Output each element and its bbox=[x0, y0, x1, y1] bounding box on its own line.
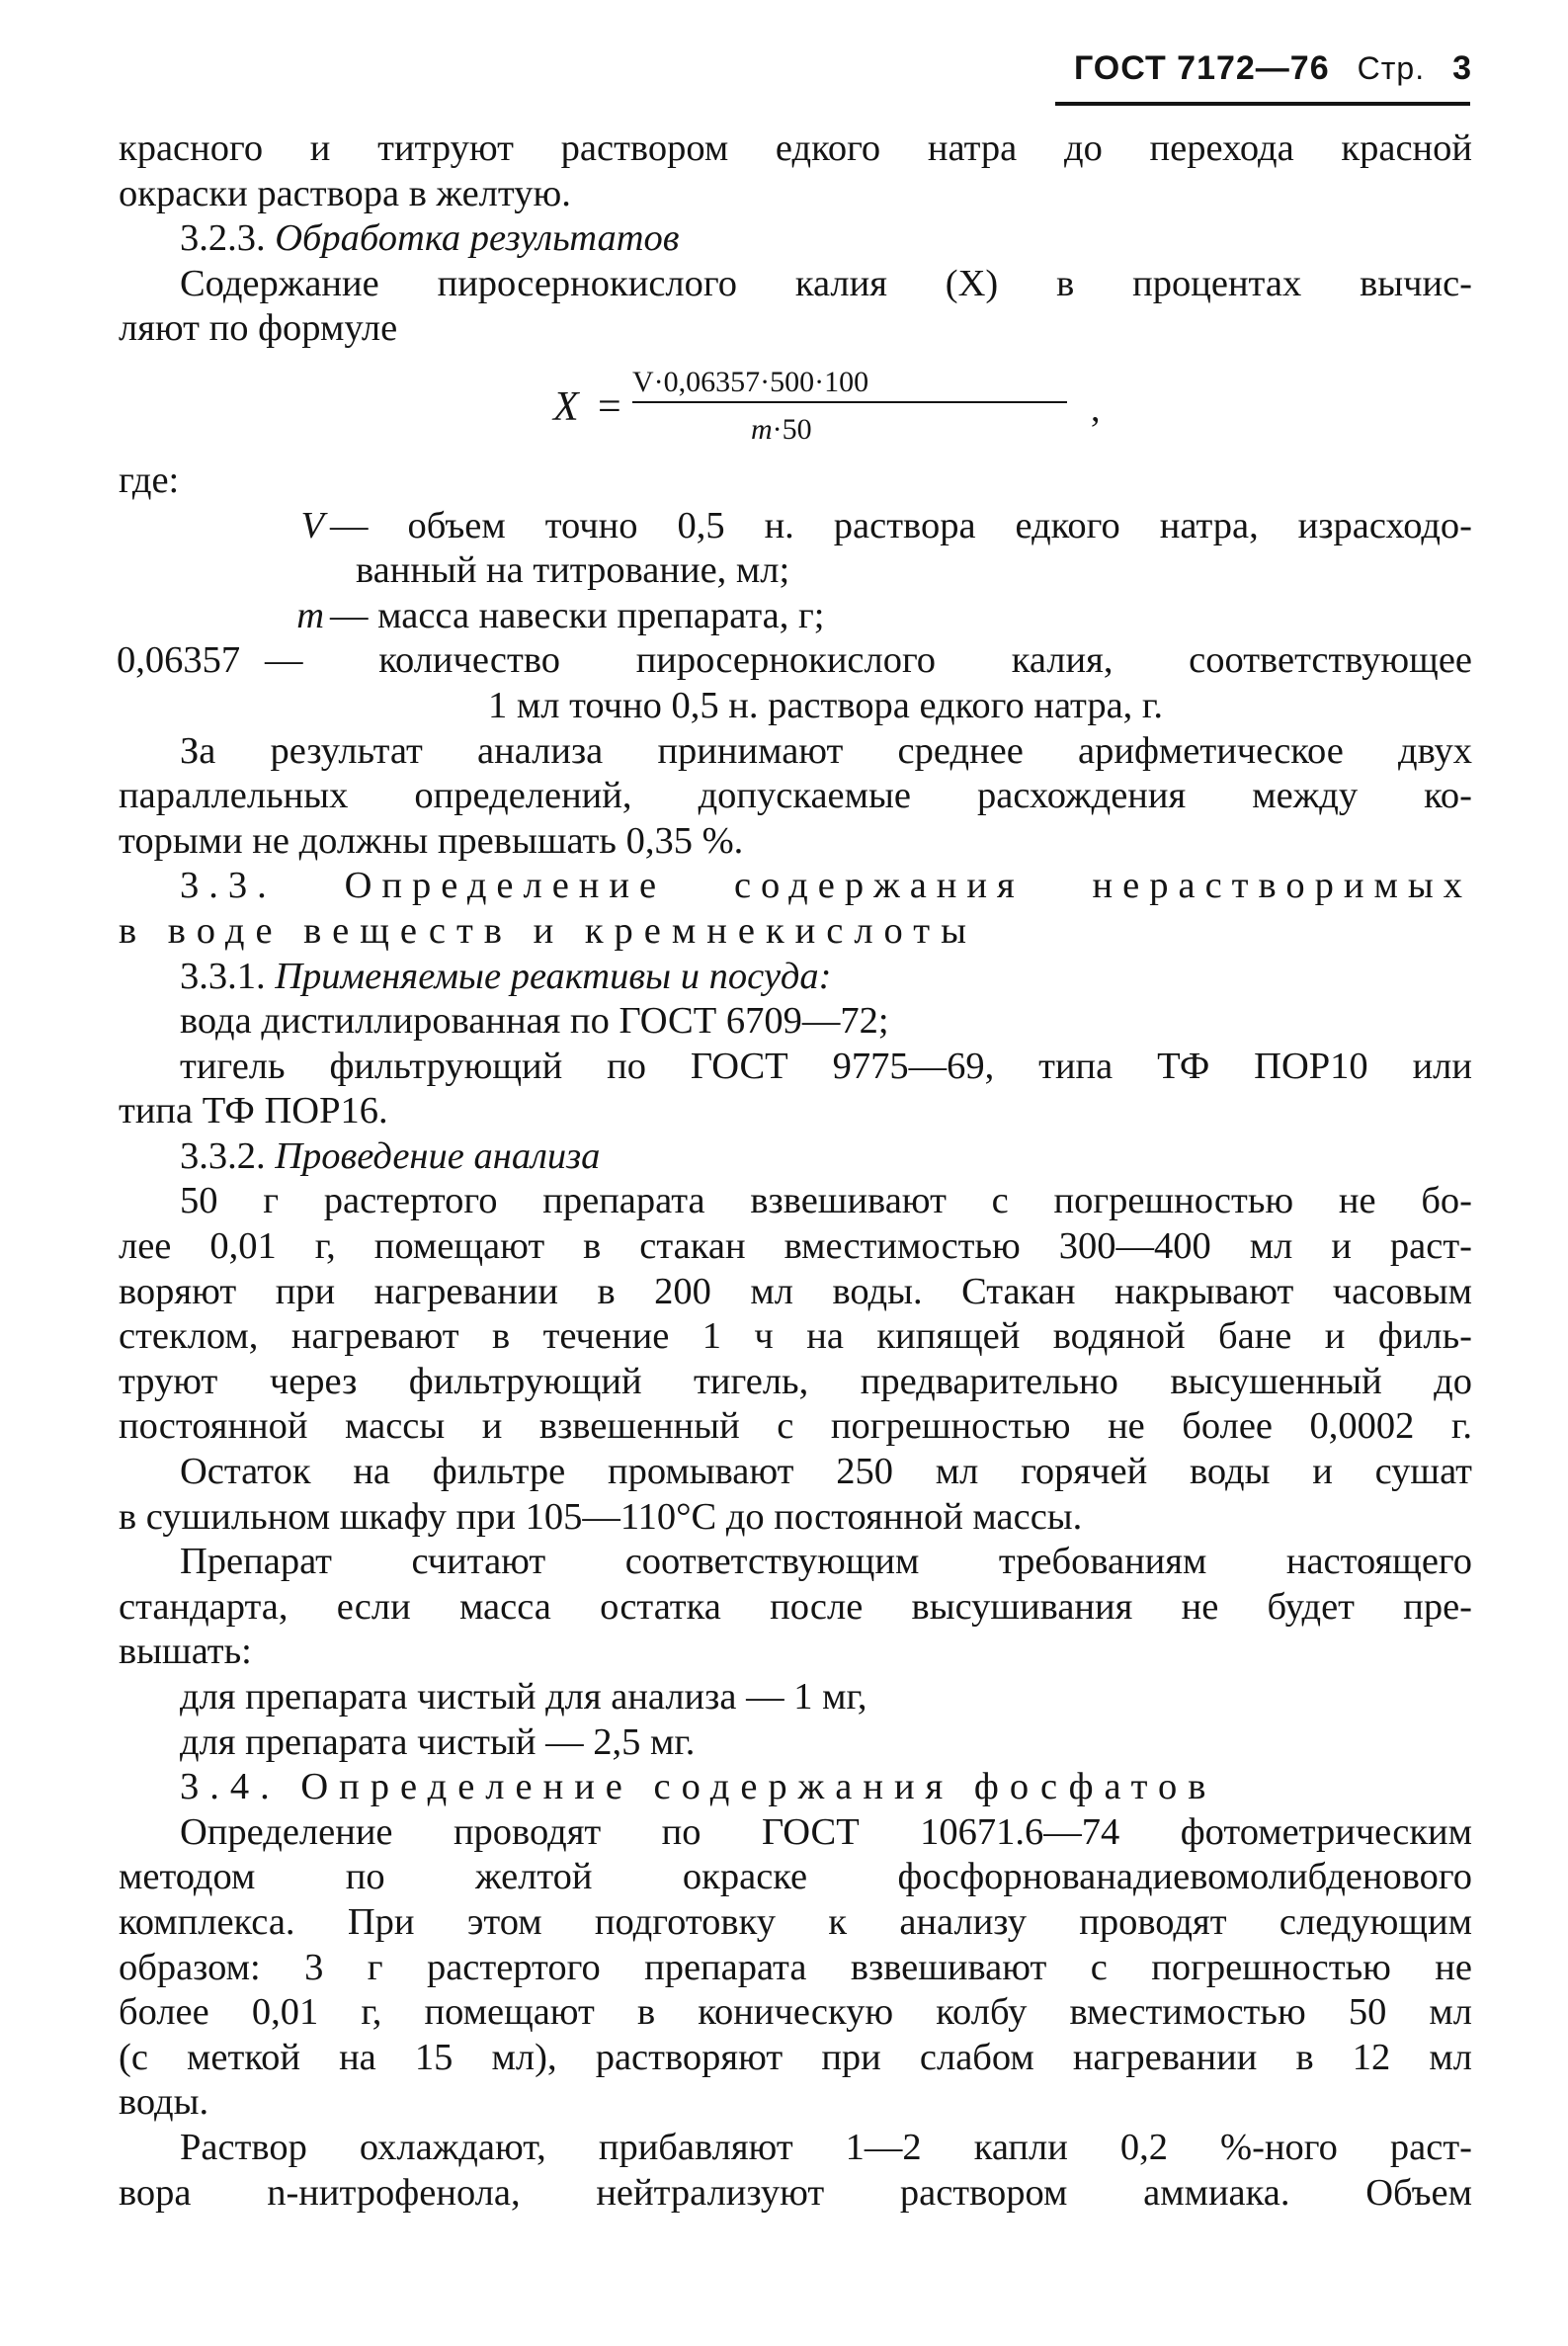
where-label: где: bbox=[119, 459, 180, 501]
formula-denominator bbox=[751, 407, 812, 453]
section-heading-3-4: 3.4. Определение содержания фосфатов bbox=[180, 1766, 1217, 1808]
text-line: Определение проводят по ГОСТ 10671.6—74 фотометрическим bbox=[180, 1810, 1472, 1853]
text-line: лее 0,01 г, помещают в стакан вместимостью 300—400 мл и раст- bbox=[119, 1225, 1472, 1268]
section-number: 3.3.2. bbox=[180, 1134, 266, 1177]
text-line: Содержание пиросернокислого калия (X) в процентах вычис- bbox=[180, 262, 1472, 304]
definition-text: — количество пиросернокислого калия, соответствующее bbox=[265, 639, 1472, 682]
definitions-list bbox=[119, 504, 1472, 729]
text-line: комплекса. При этом подготовку к анализу проводят следующим bbox=[119, 1900, 1472, 1943]
section-title: Обработка результатов bbox=[275, 217, 680, 260]
text-line: красного и титруют раствором едкого натра до перехода красной bbox=[119, 127, 1472, 169]
text-line: стеклом, нагревают в течение 1 ч на кипящей водяной бане и филь- bbox=[119, 1315, 1472, 1358]
text-line: в сушильном шкафу при 105—110°С до постоянной массы. bbox=[119, 1495, 1083, 1538]
text-line: для препарата чистый для анализа — 1 мг, bbox=[180, 1676, 867, 1718]
section-heading-3-3: 3.3. Определение содержания нерастворимых bbox=[180, 865, 1472, 907]
text-line: За результат анализа принимают среднее арифметическое двух bbox=[180, 729, 1472, 772]
definition-v bbox=[119, 504, 1472, 594]
document-body bbox=[119, 126, 1472, 2216]
symbol-coefficient: 0,06357 bbox=[117, 639, 241, 682]
formula-comma: , bbox=[1091, 387, 1101, 430]
text-line: вода дистиллированная по ГОСТ 6709—72; bbox=[180, 1000, 889, 1043]
standard-number: ГОСТ 7172—76 bbox=[1073, 49, 1330, 87]
text-line: труют через фильтрующий тигель, предварительно высушенный до bbox=[119, 1360, 1472, 1402]
definition-text: 1 мл точно 0,5 н. раствора едкого натра, г. bbox=[488, 684, 1163, 726]
text-line: для препарата чистый — 2,5 мг. bbox=[180, 1720, 696, 1763]
page-header bbox=[1047, 49, 1472, 88]
text-line: Раствор охлаждают, прибавляют 1—2 капли 0,2 %-ного раст- bbox=[180, 2126, 1472, 2168]
text-line: торыми не должны превышать 0,35 %. bbox=[119, 819, 744, 862]
section-title: Применяемые реактивы и посуда: bbox=[275, 955, 832, 997]
text-line: стандарта, если масса остатка после высушивания не будет пре- bbox=[119, 1585, 1472, 1628]
section-number: 3.3.1. bbox=[180, 955, 266, 997]
text-line: ляют по формуле bbox=[119, 307, 398, 350]
text-line: типа ТФ ПОР16. bbox=[119, 1090, 388, 1132]
definition-m bbox=[119, 594, 1472, 639]
symbol-v: V bbox=[300, 504, 324, 546]
text-line: (с меткой на 15 мл), растворяют при слабом нагревании в 12 мл bbox=[119, 2036, 1472, 2078]
fraction-bar bbox=[632, 401, 1067, 403]
text-line: Препарат считают соответствующим требованиям настоящего bbox=[180, 1541, 1472, 1583]
formula bbox=[119, 352, 1472, 459]
denominator-variable: m bbox=[751, 412, 773, 446]
text-line: воды. bbox=[119, 2081, 209, 2124]
text-line: Остаток на фильтре промывают 250 мл горячей воды и сушат bbox=[180, 1451, 1472, 1493]
text-line: 50 г растертого препарата взвешивают с погрешностью не бо- bbox=[180, 1180, 1472, 1222]
text-line: методом по желтой окраске фосфорнованадиевомолибденового bbox=[119, 1856, 1472, 1898]
text-line: постоянной массы и взвешенный с погрешностью не более 0,0002 г. bbox=[119, 1405, 1472, 1448]
section-heading-3-2-3 bbox=[119, 216, 1472, 262]
text-line: окраски раствора в желтую. bbox=[119, 172, 571, 214]
section-number: 3.2.3. bbox=[180, 217, 266, 260]
page-label: Стр. bbox=[1357, 50, 1426, 86]
symbol-m: m bbox=[296, 594, 324, 636]
text-line: параллельных определений, допускаемые расхождения между ко- bbox=[119, 775, 1472, 817]
page-number: 3 bbox=[1452, 49, 1472, 87]
section-heading-3-3-2 bbox=[119, 1134, 1472, 1180]
header-rule bbox=[1055, 102, 1470, 106]
formula-lhs: X bbox=[553, 383, 579, 430]
formula-numerator: V·0,06357·500·100 bbox=[632, 365, 869, 398]
text-line: образом: 3 г растертого препарата взвешивают с погрешностью не bbox=[119, 1946, 1472, 1988]
text-line: вора n-нитрофенола, нейтрализуют раствором аммиака. Объем bbox=[119, 2171, 1472, 2214]
text-line: воряют при нагревании в 200 мл воды. Стакан накрывают часовым bbox=[119, 1270, 1472, 1312]
section-title: Проведение анализа bbox=[275, 1134, 601, 1177]
definition-text: ванный на титрование, мл; bbox=[356, 549, 790, 592]
formula-equals: = bbox=[598, 383, 621, 430]
text-line: тигель фильтрующий по ГОСТ 9775—69, типа ТФ ПОР10 или bbox=[180, 1045, 1472, 1087]
section-heading-3-3-continued: в воде веществ и кремнекислоты bbox=[119, 909, 977, 952]
section-heading-3-3-1 bbox=[119, 955, 1472, 1000]
definition-text: — масса навески препарата, г; bbox=[330, 594, 825, 636]
denominator-rest: ·50 bbox=[772, 412, 812, 446]
text-line: вышать: bbox=[119, 1631, 252, 1673]
definition-text: — объем точно 0,5 н. раствора едкого натра, израсходо- bbox=[330, 504, 1472, 546]
definition-coefficient bbox=[119, 638, 1472, 728]
text-line: более 0,01 г, помещают в коническую колбу вместимостью 50 мл bbox=[119, 1991, 1472, 2034]
